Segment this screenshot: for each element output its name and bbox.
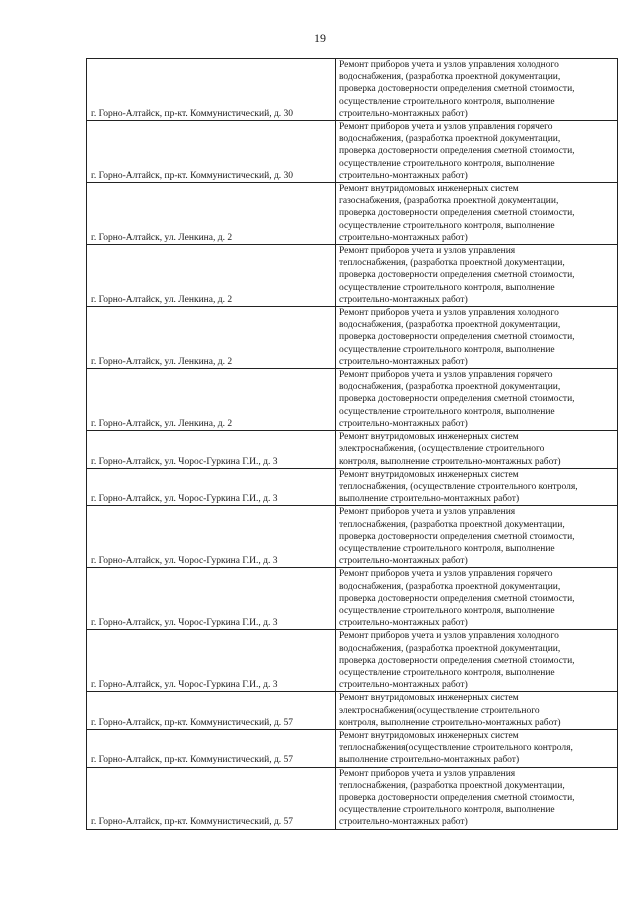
work-description-cell (336, 59, 618, 121)
work-description: Ремонт приборов учета и узлов управления горячего водоснабжения, (разработка проектной документации, проверка достоверности определения сметной стоимости, осуществление строительного контроля, выполнение строительно-монтажных работ) (339, 122, 575, 181)
table-row (87, 506, 618, 568)
work-description: Ремонт внутридомовых инженерных систем газоснабжения, (разработка проектной документации, проверка достоверности определения сметной стоимости, осуществление строительного контроля, выполнение строительно-монтажных работ) (339, 184, 575, 243)
address-cell: г. Горно-Алтайск, пр-кт. Коммунистический, д. 57 (87, 692, 336, 730)
work-description-cell (336, 369, 618, 431)
table-row (87, 568, 618, 630)
works-table-body (87, 59, 618, 830)
address-cell: г. Горно-Алтайск, ул. Чорос-Гуркина Г.И., д. 3 (87, 568, 336, 630)
work-description-cell (336, 307, 618, 369)
table-row (87, 692, 618, 730)
address-cell: г. Горно-Алтайск, пр-кт. Коммунистический, д. 30 (87, 121, 336, 183)
work-description: Ремонт внутридомовых инженерных систем теплоснабжения(осуществление строительного контроля, выполнение строительно-монтажных работ) (339, 730, 573, 766)
address-cell: г. Горно-Алтайск, ул. Ленкина, д. 2 (87, 307, 336, 369)
table-row (87, 121, 618, 183)
work-description: Ремонт приборов учета и узлов управления теплоснабжения, (разработка проектной документации, проверка достоверности определения сметной стоимости, осуществление строительного контроля, выполнение строительно-монтажных работ) (339, 768, 575, 828)
table-row (87, 59, 618, 121)
address-cell: г. Горно-Алтайск, ул. Чорос-Гуркина Г.И., д. 3 (87, 431, 336, 469)
table-row (87, 431, 618, 469)
address-cell: г. Горно-Алтайск, пр-кт. Коммунистический, д. 30 (87, 59, 336, 121)
work-description-cell (336, 568, 618, 630)
address-cell: г. Горно-Алтайск, ул. Ленкина, д. 2 (87, 245, 336, 307)
work-description: Ремонт приборов учета и узлов управления горячего водоснабжения, (разработка проектной документации, проверка достоверности определения сметной стоимости, осуществление строительного контроля, выполнение строительно-монтажных работ) (339, 370, 575, 429)
work-description-cell (336, 729, 618, 767)
work-description: Ремонт приборов учета и узлов управления горячего водоснабжения, (разработка проектной документации, проверка достоверности определения сметной стоимости, осуществление строительного контроля, выполнение строительно-монтажных работ) (339, 569, 575, 629)
address-cell: г. Горно-Алтайск, ул. Ленкина, д. 2 (87, 369, 336, 431)
work-description-cell (336, 245, 618, 307)
table-row (87, 767, 618, 829)
work-description-cell (336, 183, 618, 245)
page-number: 19 (314, 31, 326, 45)
work-description-cell (336, 630, 618, 692)
table-row (87, 245, 618, 307)
work-description-cell (336, 767, 618, 829)
work-description-cell (336, 506, 618, 568)
table-row (87, 468, 618, 506)
work-description: Ремонт приборов учета и узлов управления холодного водоснабжения, (разработка проектной документации, проверка достоверности определения сметной стоимости, осуществление строительного контроля, выполнение строительно-монтажных работ) (339, 631, 575, 691)
address-cell: г. Горно-Алтайск, ул. Ленкина, д. 2 (87, 183, 336, 245)
work-description: Ремонт приборов учета и узлов управления теплоснабжения, (разработка проектной документации, проверка достоверности определения сметной стоимости, осуществление строительного контроля, выполнение строительно-монтажных работ) (339, 507, 575, 567)
work-description: Ремонт внутридомовых инженерных систем теплоснабжения, (осуществление строительного контроля, выполнение строительно-монтажных работ) (339, 469, 578, 505)
work-description: Ремонт приборов учета и узлов управления холодного водоснабжения, (разработка проектной документации, проверка достоверности определения сметной стоимости, осуществление строительного контроля, выполнение строительно-монтажных работ) (339, 308, 575, 367)
address-cell: г. Горно-Алтайск, пр-кт. Коммунистический, д. 57 (87, 767, 336, 829)
address-cell: г. Горно-Алтайск, ул. Чорос-Гуркина Г.И., д. 3 (87, 630, 336, 692)
address-cell: г. Горно-Алтайск, ул. Чорос-Гуркина Г.И., д. 3 (87, 468, 336, 506)
work-description-cell (336, 431, 618, 469)
table-row (87, 729, 618, 767)
works-table (86, 58, 618, 830)
work-description: Ремонт внутридомовых инженерных систем электроснабжения(осуществление строительного контроля, выполнение строительно-монтажных работ) (339, 693, 561, 728)
address-cell: г. Горно-Алтайск, пр-кт. Коммунистический, д. 57 (87, 729, 336, 767)
work-description: Ремонт приборов учета и узлов управления теплоснабжения, (разработка проектной документации, проверка достоверности определения сметной стоимости, осуществление строительного контроля, выполнение строительно-монтажных работ) (339, 246, 575, 305)
work-description-cell (336, 468, 618, 506)
table-row (87, 307, 618, 369)
address-cell: г. Горно-Алтайск, ул. Чорос-Гуркина Г.И., д. 3 (87, 506, 336, 568)
work-description-cell (336, 121, 618, 183)
work-description: Ремонт внутридомовых инженерных систем электроснабжения, (осуществление строительного контроля, выполнение строительно-монтажных работ) (339, 432, 561, 467)
table-row (87, 630, 618, 692)
table-row (87, 369, 618, 431)
work-description: Ремонт приборов учета и узлов управления холодного водоснабжения, (разработка проектной документации, проверка достоверности определения сметной стоимости, осуществление строительного контроля, выполнение строительно-монтажных работ) (339, 60, 575, 119)
table-row (87, 183, 618, 245)
work-description-cell (336, 692, 618, 730)
